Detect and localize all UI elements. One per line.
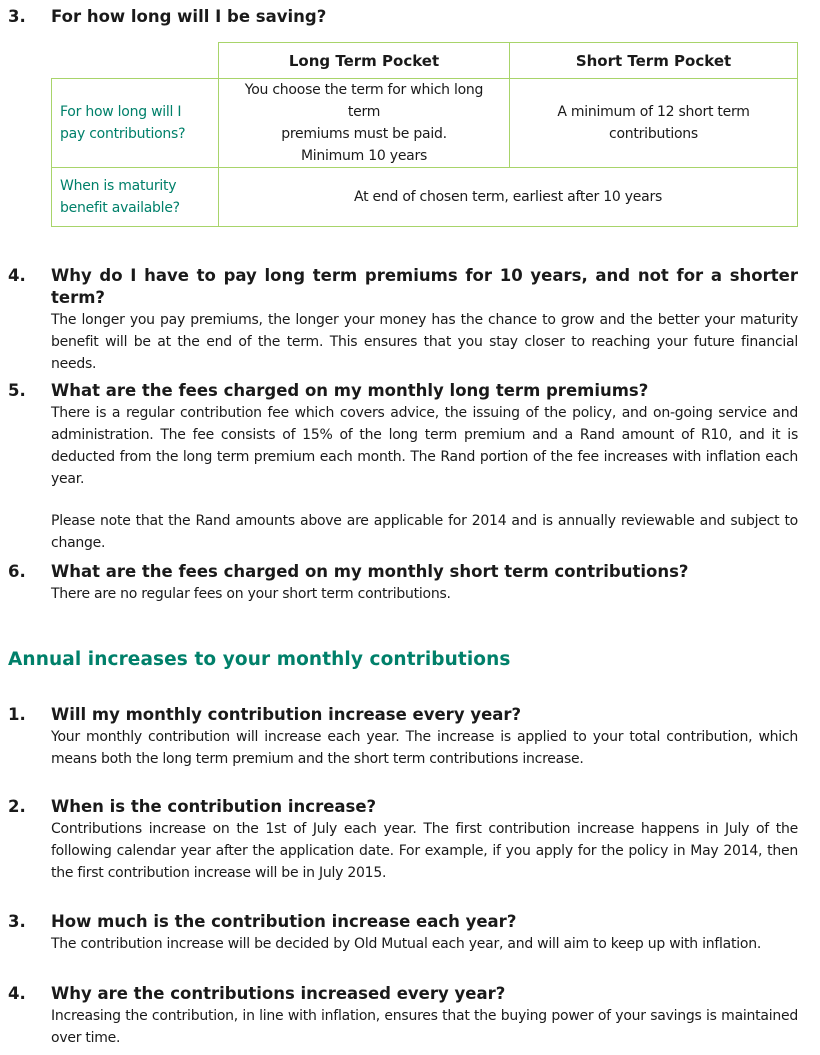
- question-title: How much is the contribution increase each year?: [51, 912, 517, 931]
- question-title: Why do I have to pay long term premiums for 10 years, and not for a shorter term?: [51, 266, 798, 307]
- savings-term-table: [51, 42, 798, 227]
- question-title: Why are the contributions increased every year?: [51, 984, 506, 1003]
- question-number: 4.: [8, 984, 26, 1003]
- column-header-long-term: Long Term Pocket: [219, 43, 510, 79]
- answer-text: The contribution increase will be decided by Old Mutual each year, and will aim to keep up with inflation.: [51, 936, 762, 952]
- faq-item-term: [8, 6, 798, 28]
- question-number: 3.: [8, 7, 26, 26]
- question-number: 5.: [8, 381, 26, 400]
- question-number: 6.: [8, 562, 26, 581]
- answer-text: Contributions increase on the 1st of July each year. The first contribution increase happens in July of the following calendar year after the application date. For example, if you apply for the policy in May 2014, then the first contribution increase will be in July 2015.: [51, 821, 798, 881]
- question-title: Will my monthly contribution increase every year?: [51, 705, 522, 724]
- column-header-short-term: Short Term Pocket: [510, 43, 798, 79]
- section-heading: Annual increases to your monthly contributions: [8, 649, 511, 670]
- question-title: For how long will I be saving?: [51, 7, 327, 26]
- faq-item-when-increase: [8, 796, 798, 884]
- answer-text: There are no regular fees on your short term contributions.: [51, 586, 451, 602]
- faq-item-short-term-fees: [8, 561, 798, 605]
- question-title: What are the fees charged on my monthly short term contributions?: [51, 562, 689, 581]
- answer-text: There is a regular contribution fee which covers advice, the issuing of the policy, and on-going service and administration. The fee consists of 15% of the long term premium and a Rand amount of R10, and it is deducted from the long term premium each month. The Rand portion of the fee increases with inflation each year. Please note that the Rand amounts above are applicable for 2014 and is annually reviewable and subject to change.: [51, 405, 798, 551]
- answer-text: Increasing the contribution, in line with inflation, ensures that the buying power of your savings is maintained over time.: [51, 1008, 798, 1046]
- question-title: When is the contribution increase?: [51, 797, 377, 816]
- cell-short-term-contributions: A minimum of 12 short term contributions: [510, 79, 798, 168]
- faq-item-why-increase: [8, 983, 798, 1049]
- answer-text: Your monthly contribution will increase each year. The increase is applied to your total contribution, which means both the long term premium and the short term contributions increase.: [51, 729, 798, 767]
- row-header-contributions: For how long will I pay contributions?: [52, 79, 219, 168]
- faq-item-ten-years: [8, 265, 798, 375]
- cell-maturity-benefit: At end of chosen term, earliest after 10 years: [219, 168, 798, 227]
- faq-item-long-term-fees: [8, 380, 798, 554]
- question-number: 4.: [8, 266, 26, 285]
- answer-text: The longer you pay premiums, the longer your money has the chance to grow and the better your maturity benefit will be at the end of the term. This ensures that you stay closer to reaching your future financial needs.: [51, 312, 798, 372]
- question-number: 3.: [8, 912, 26, 931]
- faq-item-increase-every-year: [8, 704, 798, 770]
- question-number: 2.: [8, 797, 26, 816]
- question-title: What are the fees charged on my monthly long term premiums?: [51, 381, 649, 400]
- cell-long-term-contributions: You choose the term for which long term premiums must be paid. Minimum 10 years: [219, 79, 510, 168]
- faq-item-how-much-increase: [8, 911, 798, 955]
- table-corner: [52, 43, 219, 79]
- row-header-maturity: When is maturity benefit available?: [52, 168, 219, 227]
- question-number: 1.: [8, 705, 26, 724]
